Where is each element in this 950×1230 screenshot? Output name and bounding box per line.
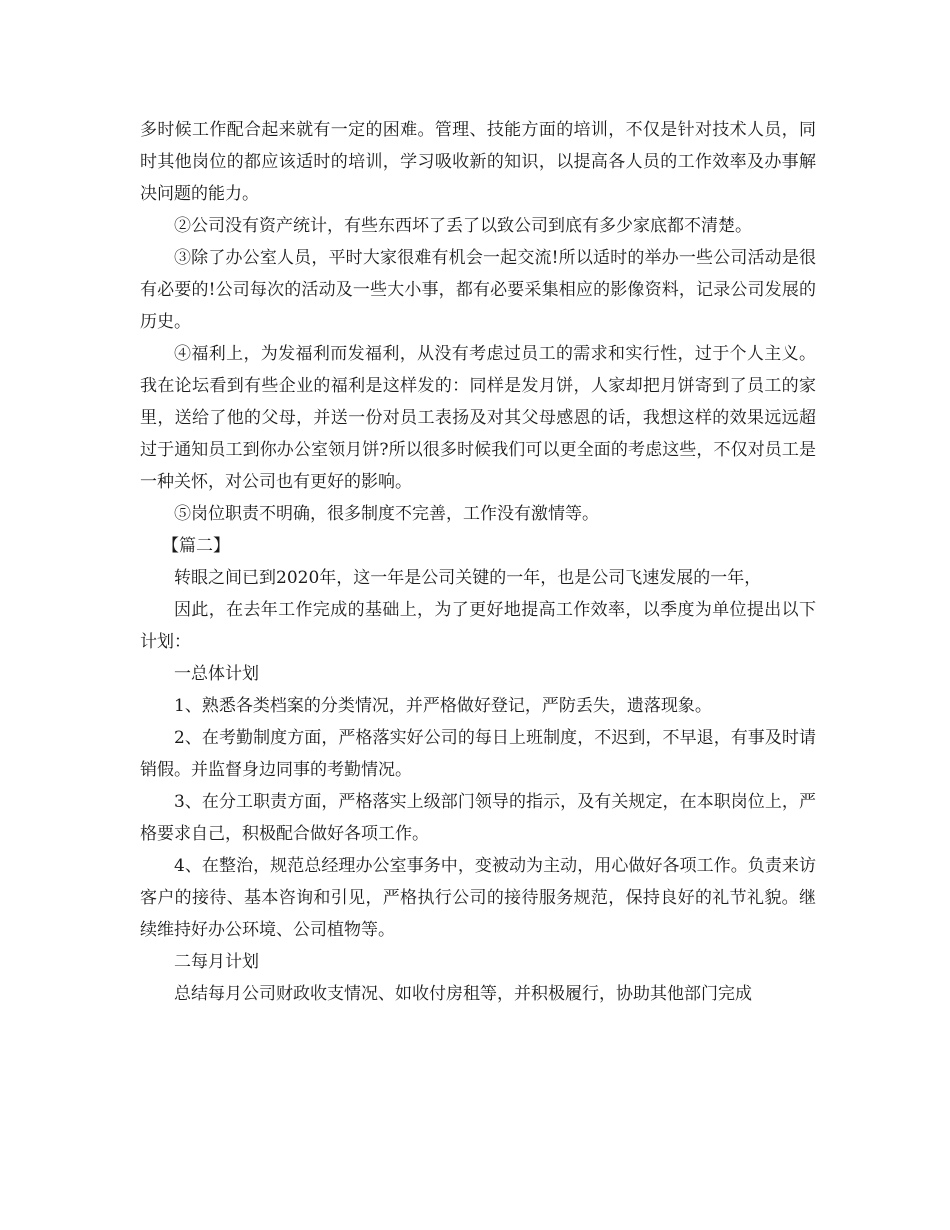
list-item-4: 4、在整治，规范总经理办公室事务中，变被动为主动，用心做好各项工作。负责来访客户的接待、基本咨询和引见，严格执行公司的接待服务规范，保持良好的礼节礼貌。继续维持好办公环境、公司植物等。	[140, 856, 816, 940]
subheading-monthly-plan: 二每月计划	[174, 952, 259, 972]
paragraph-2: ②公司没有资产统计，有些东西坏了丢了以致公司到底有多少家底都不清楚。	[174, 216, 752, 236]
paragraph-3: ③除了办公室人员，平时大家很难有机会一起交流!所以适时的举办一些公司活动是很有必要的!公司每次的活动及一些大小事，都有必要采集相应的影像资料，记录公司发展的历史。	[140, 248, 816, 332]
list-item-2: 2、在考勤制度方面，严格落实好公司的每日上班制度，不迟到，不早退，有事及时请销假。并监督身边同事的考勤情况。	[140, 728, 816, 780]
section-heading: 【篇二】	[162, 536, 230, 556]
paragraph-4: ④福利上，为发福利而发福利，从没有考虑过员工的需求和实行性，过于个人主义。我在论坛看到有些企业的福利是这样发的：同样是发月饼，人家却把月饼寄到了员工的家里，送给了他的父母，并送一份对员工表扬及对其父母感恩的话，我想这样的效果远远超过于通知员工到你办公室领月饼?所以很多时候我们可以更全面的考虑这些，不仅对员工是一种关怀，对公司也有更好的影响。	[140, 344, 816, 492]
paragraph-15: 总结每月公司财政收支情况、如收付房租等，并积极履行，协助其他部门完成	[174, 984, 752, 1004]
paragraph-1: 多时候工作配合起来就有一定的困难。管理、技能方面的培训，不仅是针对技术人员，同时其他岗位的都应该适时的培训，学习吸收新的知识，以提高各人员的工作效率及办事解决问题的能力。	[140, 120, 816, 204]
subheading-overall-plan: 一总体计划	[174, 664, 259, 684]
list-item-3: 3、在分工职责方面，严格落实上级部门领导的指示，及有关规定，在本职岗位上，严格要求自己，积极配合做好各项工作。	[140, 792, 816, 844]
paragraph-5: ⑤岗位职责不明确，很多制度不完善，工作没有激情等。	[174, 504, 599, 524]
paragraph-7: 转眼之间已到2020年，这一年是公司关键的一年，也是公司飞速发展的一年，	[174, 568, 762, 588]
document-body	[140, 114, 816, 1010]
paragraph-8: 因此，在去年工作完成的基础上，为了更好地提高工作效率，以季度为单位提出以下计划：	[140, 600, 816, 652]
list-item-1: 1、熟悉各类档案的分类情况，并严格做好登记，严防丢失，遗落现象。	[174, 696, 712, 716]
